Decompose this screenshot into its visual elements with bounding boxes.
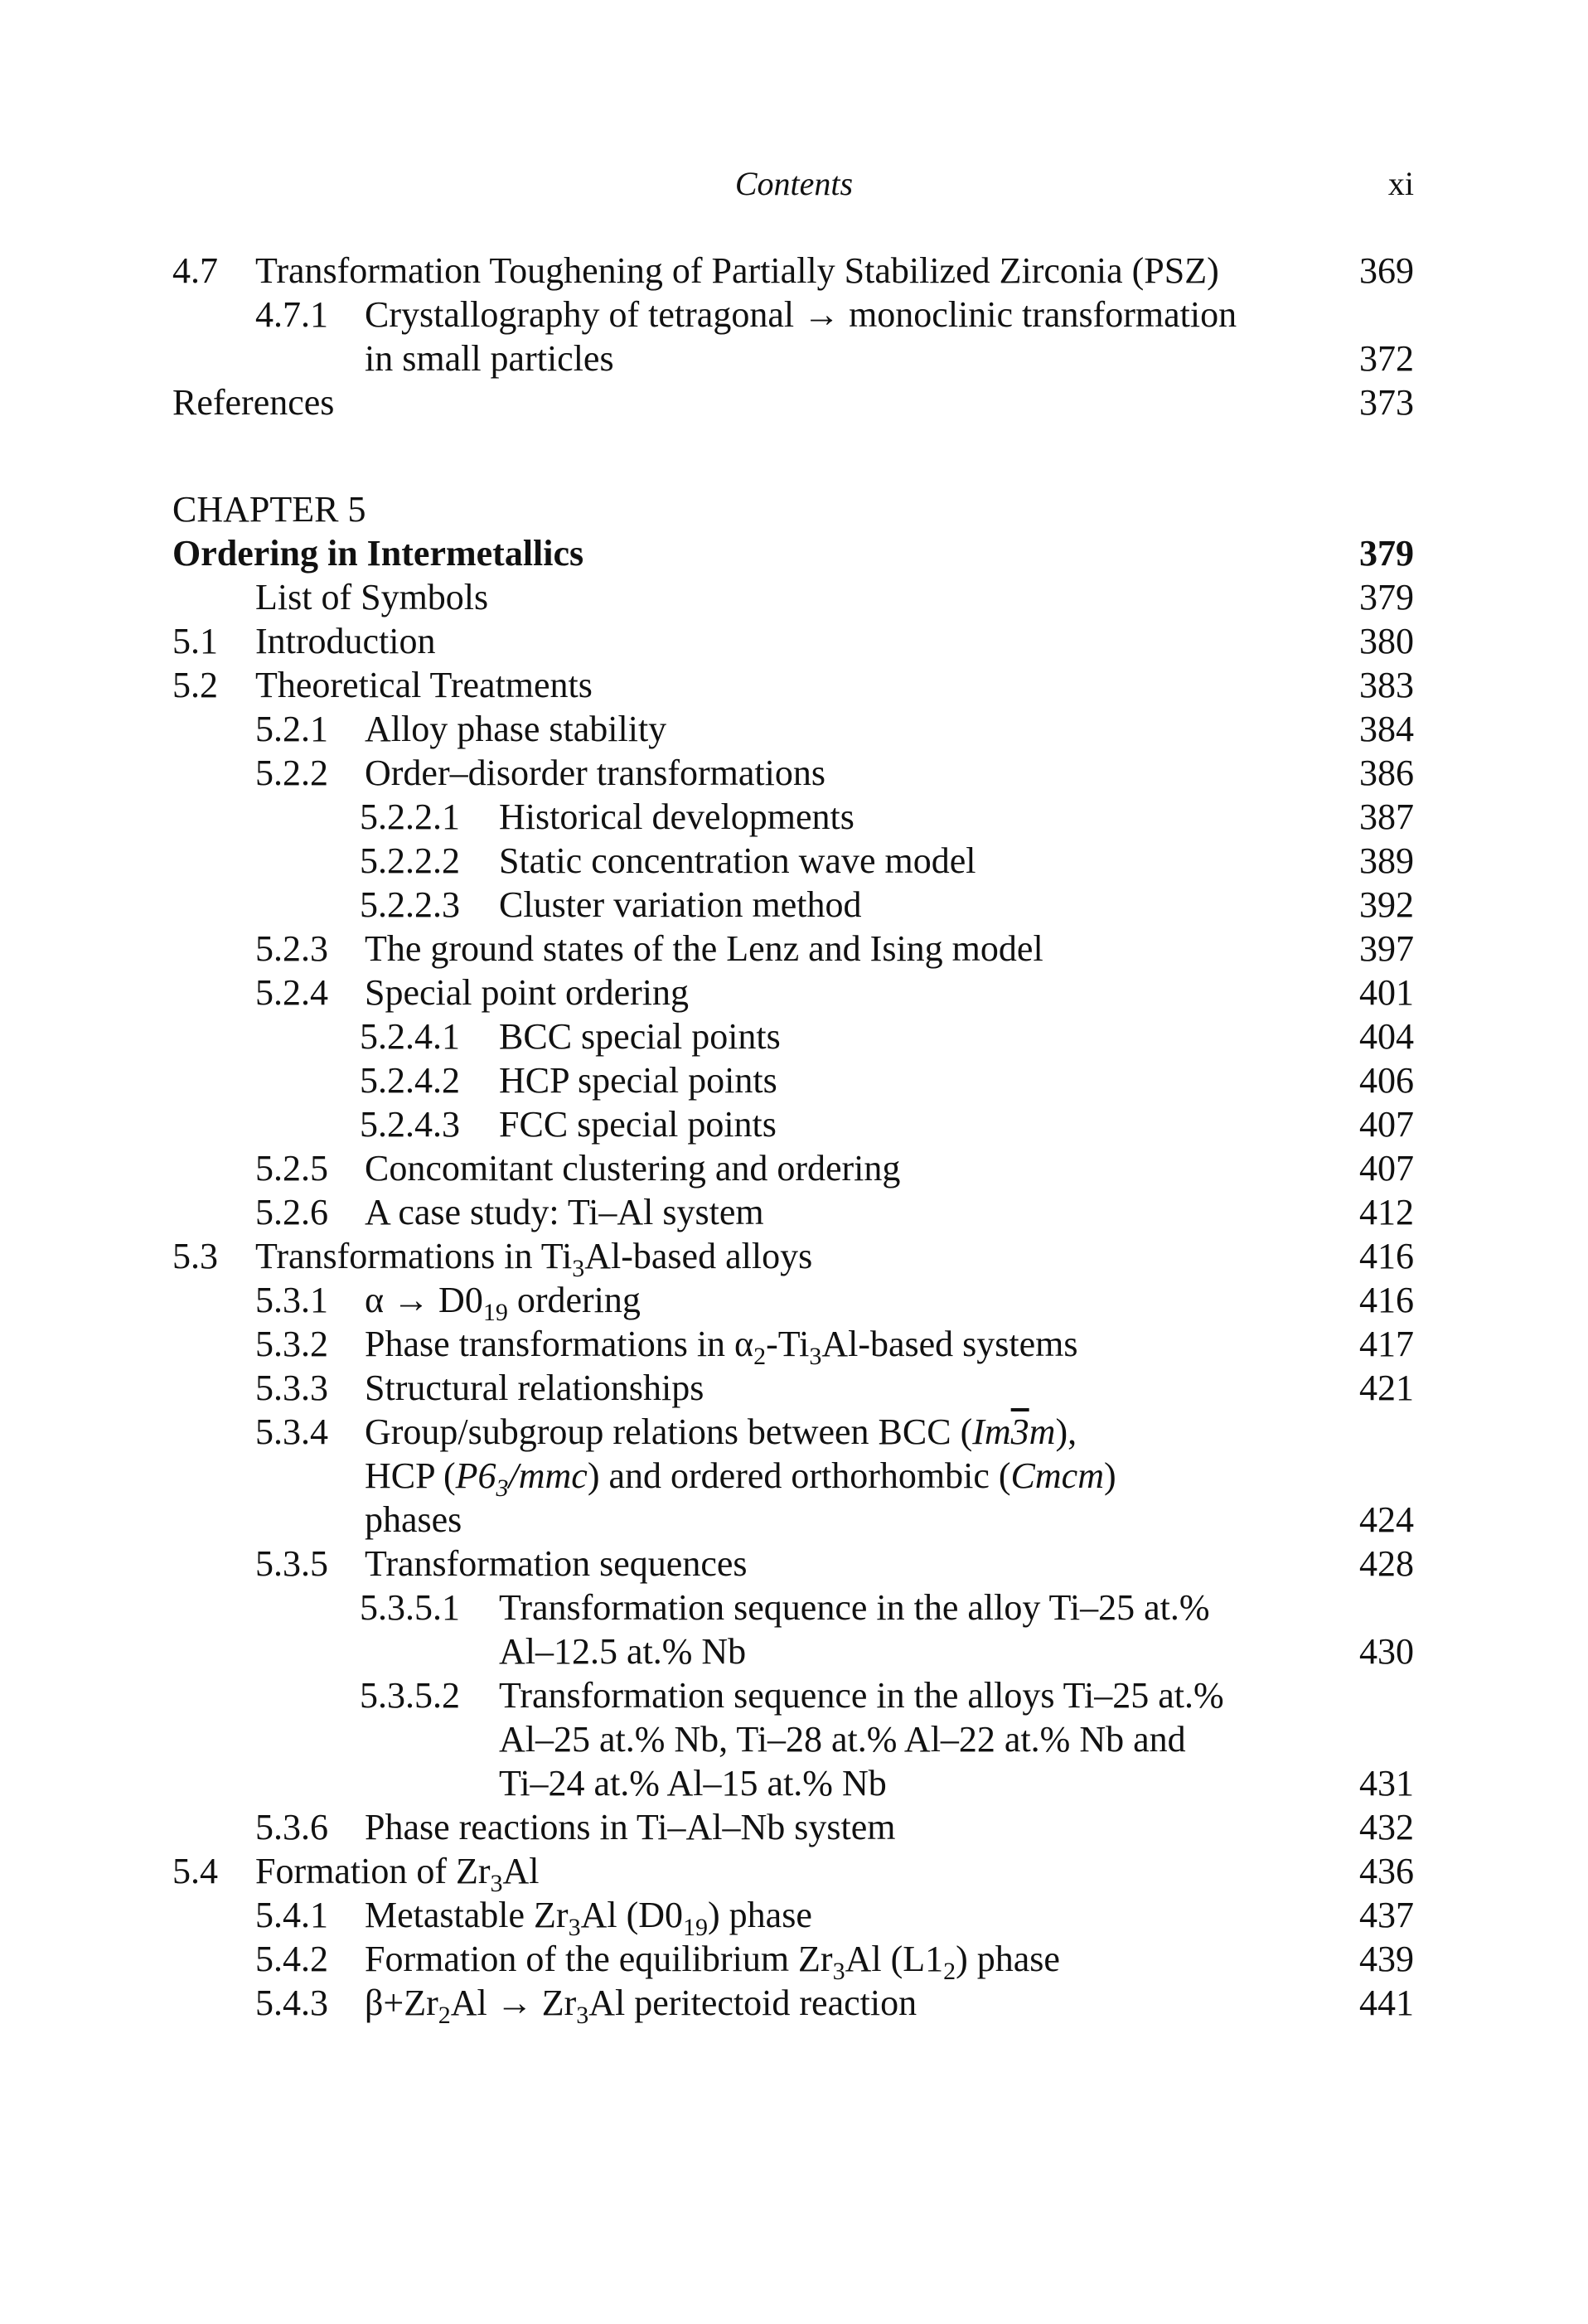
- section-title-continued: phases: [365, 1499, 462, 1540]
- page-number: xi: [1387, 165, 1414, 202]
- section-page: 379: [1359, 577, 1414, 617]
- section-page: 397: [1359, 928, 1414, 969]
- toc-entry-5-2-2-1: [172, 795, 1414, 840]
- toc-entry-5-2-5: [172, 1146, 1414, 1191]
- section-page: 380: [1359, 621, 1414, 661]
- section-number: 5.3.2: [255, 1324, 328, 1364]
- section-number: 5.3.6: [255, 1807, 328, 1847]
- toc-entry-5-3-5-2-cont: [172, 1717, 1414, 1762]
- section-title-continued: Al–12.5 at.% Nb: [499, 1631, 747, 1672]
- toc-entry-5-1: [172, 619, 1414, 664]
- section-title: BCC special points: [499, 1016, 781, 1057]
- section-page: 437: [1359, 1895, 1414, 1935]
- section-page: 369: [1359, 250, 1414, 291]
- section-number: 5.4.2: [255, 1939, 328, 1979]
- section-page: 417: [1359, 1324, 1414, 1364]
- chapter-title-row: [172, 531, 1414, 576]
- section-page: 416: [1359, 1236, 1414, 1276]
- section-title-continued: Al–25 at.% Nb, Ti–28 at.% Al–22 at.% Nb and: [499, 1719, 1186, 1760]
- section-title-continued: in small particles: [365, 338, 614, 379]
- section-title-continued: HCP $(P6_3/mmc)$ and ordered orthorhombic (Cmcm): [365, 1455, 1116, 1502]
- section-page: 407: [1359, 1104, 1414, 1145]
- section-title: Transformations in $Ti_3Al$-based alloys: [255, 1236, 813, 1282]
- toc-entry-5-4-2: [172, 1937, 1414, 1985]
- section-title: Phase transformations in $\alpha_2-Ti_3Al$-based systems: [365, 1324, 1078, 1370]
- section-page: 401: [1359, 972, 1414, 1013]
- section-title: $\beta+Zr_2Al \to Zr_3Al$ peritectoid reaction: [365, 1983, 917, 2029]
- section-page: 431: [1359, 1763, 1414, 1804]
- toc-entry-5-3-6: [172, 1805, 1414, 1850]
- section-title: Cluster variation method: [499, 884, 862, 925]
- section-number: 5.4: [172, 1851, 218, 1891]
- section-number: 5.2.4.1: [360, 1016, 460, 1057]
- section-number: 5.2.2: [255, 753, 328, 793]
- section-title: Concomitant clustering and ordering: [365, 1148, 901, 1189]
- running-header-title: Contents: [734, 165, 854, 202]
- section-title: Transformation Toughening of Partially Stabilized Zirconia (PSZ): [255, 250, 1219, 291]
- section-page: 389: [1359, 840, 1414, 881]
- toc-entry-5-4-3: [172, 1981, 1414, 2029]
- section-page: 421: [1359, 1368, 1414, 1408]
- section-title: The ground states of the Lenz and Ising model: [365, 928, 1043, 969]
- section-title: Formation of the equilibrium $Zr_3Al$ $(L1_2)$ phase: [365, 1939, 1060, 1985]
- section-title: List of Symbols: [255, 577, 489, 617]
- section-number: 5.3.1: [255, 1280, 328, 1320]
- section-page: 407: [1359, 1148, 1414, 1189]
- toc-entry-5-2-4: [172, 971, 1414, 1015]
- section-title-continued: Ti–24 at.% Al–15 at.% Nb: [499, 1763, 887, 1804]
- toc-entry-5-3-2: [172, 1322, 1414, 1370]
- toc-entry-5-2-6: [172, 1190, 1414, 1235]
- section-page: 406: [1359, 1060, 1414, 1101]
- section-number: 5.1: [172, 621, 218, 661]
- toc-entry-5-2-4-3: [172, 1102, 1414, 1147]
- toc-entry-5-2-2-2: [172, 839, 1414, 884]
- section-title: FCC special points: [499, 1104, 777, 1145]
- section-page: 430: [1359, 1631, 1414, 1672]
- section-page: 373: [1359, 382, 1414, 423]
- toc-entry-5-3-4-cont2: [172, 1498, 1414, 1542]
- section-page: 384: [1359, 709, 1414, 749]
- section-number: 5.2.4: [255, 972, 328, 1013]
- section-title: Transformation sequences: [365, 1543, 748, 1584]
- section-page: 386: [1359, 753, 1414, 793]
- toc-entry-5-3: [172, 1234, 1414, 1282]
- chapter-number: CHAPTER 5: [172, 489, 366, 530]
- section-title: Historical developments: [499, 796, 855, 837]
- section-title: Formation of $Zr_3Al$: [255, 1851, 540, 1897]
- section-title: Transformation sequence in the alloy Ti–25 at.%: [499, 1587, 1210, 1628]
- toc-entry-5-2-3: [172, 927, 1414, 971]
- section-page: 392: [1359, 884, 1414, 925]
- toc-entry-4-7-1: [172, 293, 1414, 337]
- section-title: Special point ordering: [365, 972, 690, 1013]
- section-number: 5.2.4.3: [360, 1104, 460, 1145]
- section-number: 5.4.1: [255, 1895, 328, 1935]
- toc-entry-4-7: [172, 249, 1414, 293]
- section-page: 416: [1359, 1280, 1414, 1320]
- section-title: Transformation sequence in the alloys Ti–25 at.%: [499, 1675, 1224, 1716]
- toc-entry-5-2-4-2: [172, 1058, 1414, 1103]
- section-title: Order–disorder transformations: [365, 753, 825, 793]
- section-number: 5.2.5: [255, 1148, 328, 1189]
- section-page: 424: [1359, 1499, 1414, 1540]
- section-number: 4.7.1: [255, 294, 328, 335]
- section-title: Metastable $Zr_3Al$ $(D0_{19})$ phase: [365, 1895, 812, 1941]
- toc-entry-5-2-4-1: [172, 1014, 1414, 1059]
- section-number: 5.2.3: [255, 928, 328, 969]
- toc-entry-5-2: [172, 663, 1414, 708]
- section-title: Alloy phase stability: [365, 709, 667, 749]
- section-page: 387: [1359, 796, 1414, 837]
- section-number: 5.2.2.3: [360, 884, 460, 925]
- section-page: 428: [1359, 1543, 1414, 1584]
- section-number: 5.2.2.2: [360, 840, 460, 881]
- toc-entry-5-2-1: [172, 707, 1414, 752]
- toc-entry-5-2-2-3: [172, 883, 1414, 927]
- toc-entry-4-7-1-cont: [172, 336, 1414, 381]
- section-title: Structural relationships: [365, 1368, 704, 1408]
- toc-entry-5-3-5: [172, 1542, 1414, 1586]
- toc-entry-5-3-3: [172, 1366, 1414, 1411]
- toc-entry-symbols: [172, 575, 1414, 620]
- section-title: A case study: Ti–Al system: [365, 1192, 764, 1232]
- section-number: 5.3.5: [255, 1543, 328, 1584]
- section-title: $\alpha \to D0_{19}$ ordering: [365, 1280, 641, 1326]
- section-page: 383: [1359, 665, 1414, 705]
- toc-entry-5-3-5-1: [172, 1586, 1414, 1630]
- section-number: 5.3.3: [255, 1368, 328, 1408]
- section-page: 404: [1359, 1016, 1414, 1057]
- section-title: References: [172, 382, 335, 423]
- section-title: Group/subgroup relations between BCC (Im3m),: [365, 1411, 1077, 1452]
- toc-entry-5-3-5-2-cont2: [172, 1761, 1414, 1806]
- toc-entry-references: [172, 380, 1414, 425]
- section-page: 432: [1359, 1807, 1414, 1847]
- section-number: 5.3.5.1: [360, 1587, 460, 1628]
- section-number: 5.3.5.2: [360, 1675, 460, 1716]
- chapter-title: Ordering in Intermetallics: [172, 533, 584, 574]
- toc-entry-5-4: [172, 1849, 1414, 1897]
- toc-entry-5-3-5-1-cont: [172, 1629, 1414, 1674]
- section-title: Static concentration wave model: [499, 840, 976, 881]
- toc-entry-5-3-5-2: [172, 1673, 1414, 1718]
- section-page: 412: [1359, 1192, 1414, 1232]
- chapter-page: 379: [1359, 533, 1414, 574]
- section-number: 5.4.3: [255, 1983, 328, 2023]
- section-number: 5.3: [172, 1236, 218, 1276]
- section-number: 5.2.1: [255, 709, 328, 749]
- section-number: 5.3.4: [255, 1411, 328, 1452]
- section-page: 441: [1359, 1983, 1414, 2023]
- section-page: 439: [1359, 1939, 1414, 1979]
- toc-entry-5-3-4: [172, 1410, 1414, 1455]
- section-page: 372: [1359, 338, 1414, 379]
- toc-entry-5-2-2: [172, 751, 1414, 796]
- section-page: 436: [1359, 1851, 1414, 1891]
- section-number: 4.7: [172, 250, 218, 291]
- toc-entry-5-4-1: [172, 1893, 1414, 1941]
- section-number: 5.2: [172, 665, 218, 705]
- chapter-label: [172, 487, 1414, 532]
- section-number: 5.2.6: [255, 1192, 328, 1232]
- section-title: HCP special points: [499, 1060, 777, 1101]
- section-title: Phase reactions in Ti–Al–Nb system: [365, 1807, 896, 1847]
- toc-entry-5-3-4-cont: [172, 1454, 1414, 1502]
- section-title: Theoretical Treatments: [255, 665, 593, 705]
- section-title: Introduction: [255, 621, 436, 661]
- section-title: Crystallography of tetragonal → monoclinic transformation: [365, 294, 1237, 335]
- section-number: 5.2.2.1: [360, 796, 460, 837]
- section-number: 5.2.4.2: [360, 1060, 460, 1101]
- toc-entry-5-3-1: [172, 1278, 1414, 1326]
